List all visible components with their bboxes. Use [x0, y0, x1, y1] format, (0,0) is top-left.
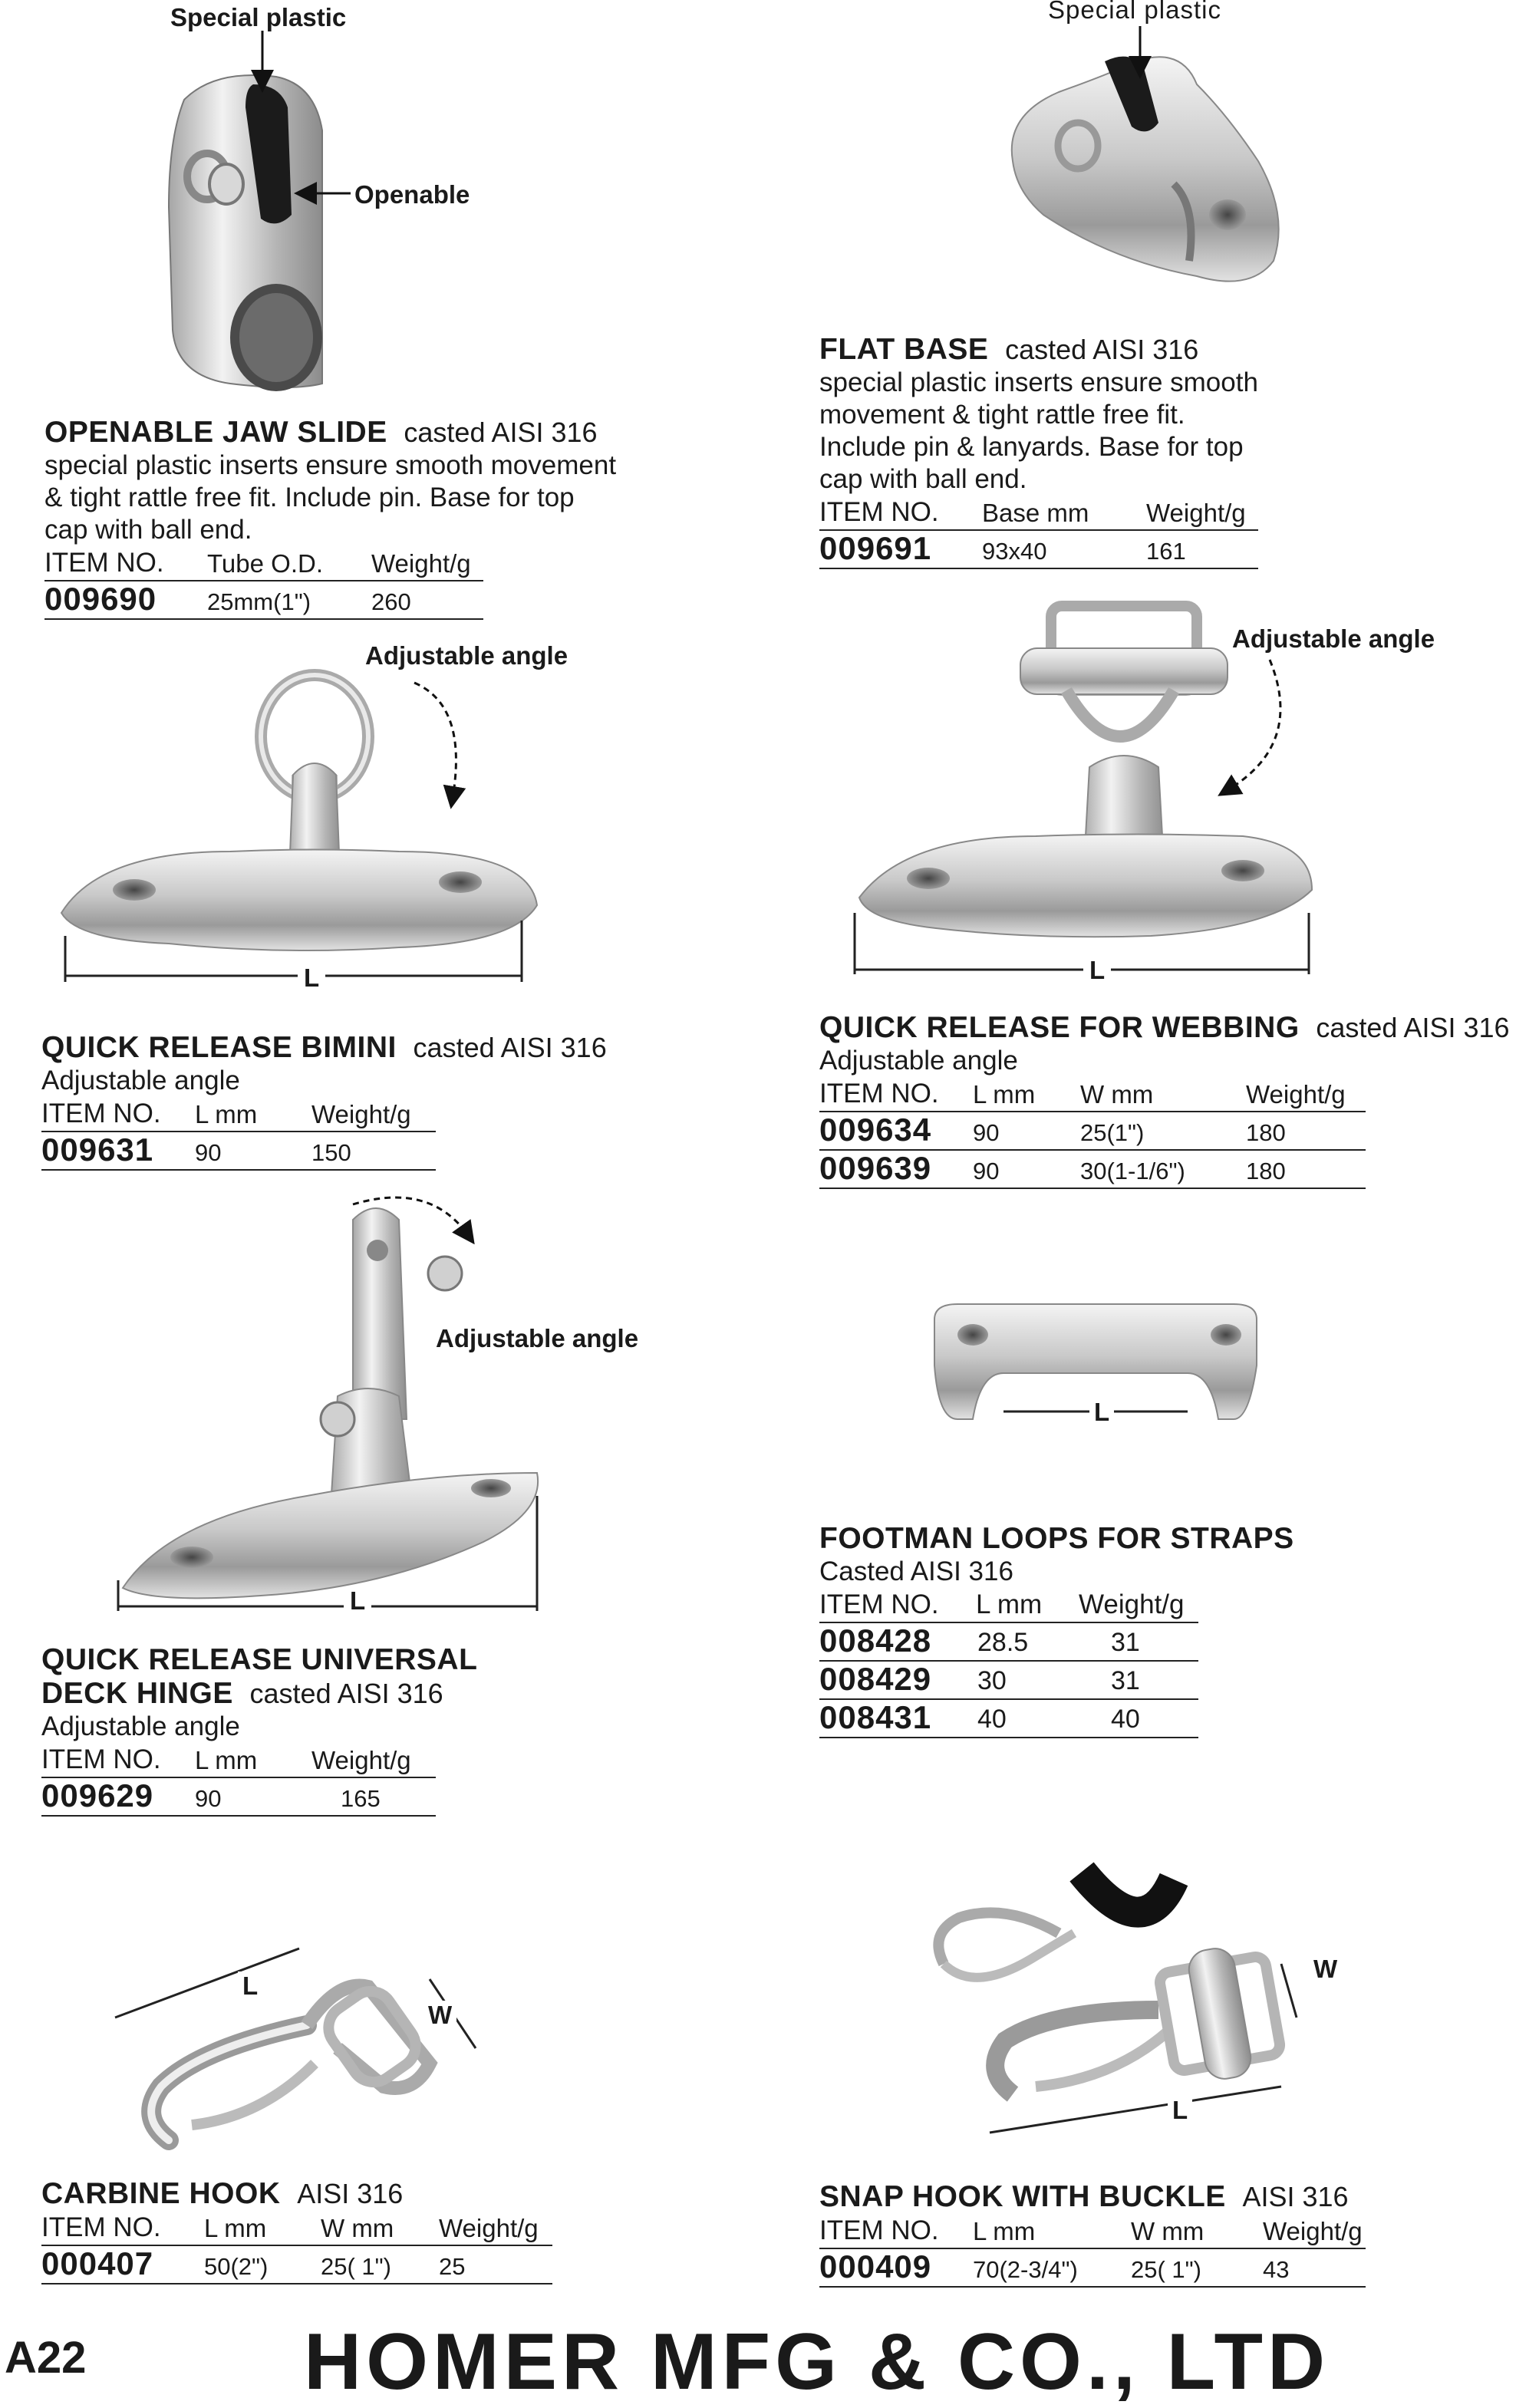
footman-spec-table — [819, 1588, 1198, 1738]
jaw-slide-title: OPENABLE JAW SLIDE casted AISI 316 — [44, 416, 598, 449]
carbine-image — [107, 1933, 506, 2163]
footman-image — [927, 1304, 1264, 1450]
bimini-spec-table — [41, 1097, 436, 1171]
spec-row: 000407 50(2") 25( 1") 25 — [41, 2246, 552, 2284]
snap-hook-dim-l: L — [1168, 2096, 1192, 2125]
spec-row: 009690 25mm(1") 260 — [44, 581, 483, 620]
bimini-dim-label: L — [298, 964, 325, 993]
spec-header: ITEM NO. L mm W mm Weight/g — [819, 2214, 1366, 2249]
snap-hook-block — [819, 2180, 1510, 2288]
bimini-angle-callout: Adjustable angle — [365, 641, 568, 670]
spec-header: ITEM NO. L mm W mm Weight/g — [41, 2211, 552, 2246]
bimini-title: QUICK RELEASE BIMINI casted AISI 316 — [41, 1031, 607, 1064]
bimini-desc: Adjustable angle — [41, 1066, 240, 1095]
jaw-slide-desc: special plastic inserts ensure smooth movement & tight rattle free fit. Include pin. Base for top cap with ball end. — [44, 450, 617, 545]
jaw-slide-plastic-arrow — [255, 31, 270, 92]
webbing-dim-label: L — [1083, 956, 1111, 985]
spec-row: 009634 90 25(1") 180 — [819, 1112, 1366, 1151]
carbine-dim-w: W — [423, 2001, 456, 2030]
flat-base-block — [819, 333, 1295, 569]
jaw-slide-spec-table — [44, 546, 483, 620]
flat-base-title: FLAT BASE casted AISI 316 — [819, 333, 1199, 366]
deck-hinge-dim-label: L — [344, 1586, 371, 1616]
spec-row: 000409 70(2-3/4") 25( 1") 43 — [819, 2249, 1366, 2288]
deck-hinge-spec-table — [41, 1743, 436, 1817]
carbine-dim-l: L — [238, 1972, 262, 2001]
carbine-spec-table — [41, 2211, 552, 2284]
deck-hinge-angle-callout: Adjustable angle — [436, 1324, 639, 1352]
footman-block — [819, 1522, 1356, 1738]
jaw-slide-openable-arrow — [301, 186, 354, 201]
spec-row: 008428 28.5 31 — [819, 1623, 1198, 1662]
jaw-slide-plastic-callout: Special plastic — [170, 3, 347, 31]
flat-base-image — [997, 31, 1304, 292]
footman-desc: Casted AISI 316 — [819, 1556, 1013, 1586]
spec-header: ITEM NO. Tube O.D. Weight/g — [44, 546, 483, 581]
carbine-block — [41, 2177, 578, 2284]
spec-row: 009639 90 30(1-1/6") 180 — [819, 1151, 1366, 1189]
snap-hook-dim-w: W — [1309, 1955, 1342, 1984]
spec-header: ITEM NO. Base mm Weight/g — [819, 496, 1258, 531]
bimini-image — [54, 660, 591, 997]
webbing-title: QUICK RELEASE FOR WEBBING casted AISI 316 — [819, 1011, 1510, 1044]
carbine-title: CARBINE HOOK AISI 316 — [41, 2177, 404, 2210]
spec-row: 009629 90 165 — [41, 1778, 436, 1817]
jaw-slide-image — [138, 54, 430, 391]
spec-row: 008429 30 31 — [819, 1662, 1198, 1700]
footman-dim-label: L — [1089, 1398, 1114, 1427]
webbing-spec-table — [819, 1077, 1366, 1189]
deck-hinge-block — [41, 1643, 578, 1817]
jaw-slide-block — [44, 416, 617, 620]
deck-hinge-image — [107, 1189, 614, 1619]
spec-header: ITEM NO. L mm Weight/g — [819, 1588, 1198, 1623]
jaw-slide-openable-callout: Openable — [354, 180, 470, 209]
spec-row: 009691 93x40 161 — [819, 531, 1258, 569]
page-code: A22 — [5, 2333, 87, 2383]
spec-row: 008431 40 40 — [819, 1700, 1198, 1738]
flat-base-spec-table — [819, 496, 1258, 569]
spec-header: ITEM NO. L mm Weight/g — [41, 1743, 436, 1778]
snap-hook-spec-table — [819, 2214, 1366, 2288]
snap-hook-image — [913, 1856, 1389, 2179]
spec-header: ITEM NO. L mm W mm Weight/g — [819, 1077, 1366, 1112]
flat-base-plastic-callout: Special plastic — [1048, 0, 1221, 24]
spec-row: 009631 90 150 — [41, 1132, 436, 1171]
spec-header: ITEM NO. L mm Weight/g — [41, 1097, 436, 1132]
webbing-angle-callout: Adjustable angle — [1232, 624, 1435, 653]
snap-hook-title: SNAP HOOK WITH BUCKLE AISI 316 — [819, 2180, 1349, 2213]
brand-name: HOMER MFG & CO., LTD — [304, 2317, 1330, 2406]
deck-hinge-title-line1: QUICK RELEASE UNIVERSAL — [41, 1643, 478, 1676]
footman-title: FOOTMAN LOOPS FOR STRAPS — [819, 1522, 1294, 1555]
bimini-block — [41, 1031, 607, 1171]
webbing-block — [819, 1011, 1533, 1189]
deck-hinge-title-line2: DECK HINGE casted AISI 316 — [41, 1677, 443, 1710]
flat-base-plastic-arrow — [1132, 26, 1148, 87]
flat-base-desc: special plastic inserts ensure smooth movement & tight rattle free fit. Include pin & lanyards. Base for top cap with ball end. — [819, 367, 1258, 494]
deck-hinge-desc: Adjustable angle — [41, 1711, 240, 1741]
webbing-desc: Adjustable angle — [819, 1046, 1018, 1076]
